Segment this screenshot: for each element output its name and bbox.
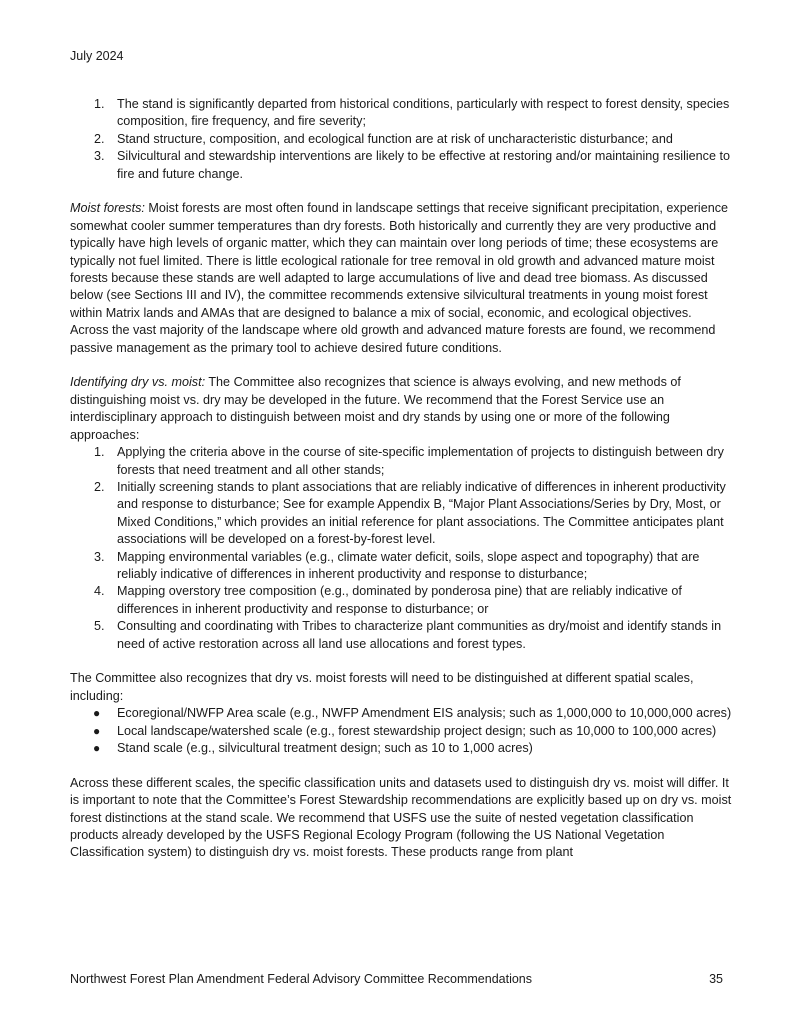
approaches-list — [70, 444, 732, 653]
list-item-text: Silvicultural and stewardship interventions are likely to be effective at restoring and/or maintaining resilience to fire and future change. — [117, 149, 730, 181]
identifying-label: Identifying dry vs. moist: — [70, 375, 206, 390]
list-item — [70, 131, 732, 148]
list-item-text: Ecoregional/NWFP Area scale (e.g., NWFP Amendment EIS analysis; such as 1,000,000 to 10,000,000 acres) — [117, 706, 732, 721]
list-number: 3. — [94, 549, 105, 564]
list-number: 2. — [94, 479, 105, 494]
identifying-paragraph — [70, 374, 732, 444]
bullet-icon: ● — [93, 740, 101, 755]
list-item — [70, 148, 732, 183]
list-number: 4. — [94, 584, 105, 599]
list-number: 1. — [94, 445, 105, 460]
identifying-text: The Committee also recognizes that science is always evolving, and new methods of distinguishing moist vs. dry may be developed in the future. We recommend that the Forest Service use an interdisciplinary approach to distinguish between moist and dry stands by using one or more of the following approaches: — [70, 375, 681, 442]
list-item — [70, 96, 732, 131]
criteria-list — [70, 96, 732, 183]
list-item-text: The stand is significantly departed from historical conditions, particularly with respect to forest density, species composition, fire frequency, and fire severity; — [117, 97, 730, 129]
list-item — [70, 583, 732, 618]
list-item — [70, 705, 732, 722]
list-item-text: Applying the criteria above in the course of site-specific implementation of projects to distinguish between dry forests that need treatment and all other stands; — [117, 445, 724, 477]
scales-intro-paragraph: The Committee also recognizes that dry vs. moist forests will need to be distinguished at different spatial scales, including: — [70, 671, 694, 703]
list-number: 1. — [94, 97, 105, 111]
across-scales-paragraph: Across these different scales, the specific classification units and datasets used to distinguish dry vs. moist will differ. It is important to note that the Committee’s Forest Stewardship recommendations are explicitly based up on dry vs. moist forest distinctions at the stand scale. We recommend that USFS use the suite of nested vegetation classification products already developed by the USFS Regional Ecology Program (following the US National Vegetation Classification system) to distinguish dry vs. moist forests. These products range from plant — [70, 775, 732, 860]
list-item — [70, 618, 732, 653]
list-number: 3. — [94, 149, 105, 164]
list-item — [70, 740, 732, 757]
list-item-text: Initially screening stands to plant associations that are reliably indicative of differences in inherent productivity and response to disturbance; See for example Appendix B, “Major Plant Associations/Series by Dry, Most, or Mixed Conditions,” which provides an initial reference for plant associations. The Committee anticipates plant associations will be developed on a forest-by-forest level. — [117, 479, 726, 547]
scales-list — [70, 705, 732, 757]
header-date: July 2024 — [70, 49, 124, 63]
page-footer — [70, 972, 723, 986]
bullet-icon: ● — [93, 723, 101, 738]
list-item-text: Consulting and coordinating with Tribes to characterize plant communities as dry/moist and identify stands in need of active restoration across all land use allocations and forest types. — [117, 619, 722, 651]
list-item — [70, 549, 732, 584]
list-number: 2. — [94, 131, 105, 146]
list-item — [70, 723, 732, 740]
list-number: 5. — [94, 619, 105, 634]
list-item — [70, 444, 732, 479]
footer-title: Northwest Forest Plan Amendment Federal Advisory Committee Recommendations — [70, 972, 532, 986]
bullet-icon: ● — [93, 706, 101, 721]
page-content — [70, 96, 732, 862]
moist-forests-text: Moist forests are most often found in landscape settings that receive significant precipitation, experience somewhat cooler summer temperatures than dry forests. Both historically and currently they are very productive and typically have high levels of organic matter, which they can maintain over long periods of time; these ecosystems are typically not fuel limited. There is little ecological rationale for tree removal in old growth and advanced mature moist forests because these stands are well adapted to large accumulations of live and dead tree biomass. As discussed below (see Sections III and IV), the committee recommends extensive silvicultural treatments in young moist forest within Matrix lands and AMAs that are designed to balance a mix of social, economic, and ecological objectives. Across the vast majority of the landscape where old growth and advanced mature forests are found, we recommend passive management as the primary tool to achieve desired future conditions. — [70, 201, 729, 355]
list-item-text: Mapping environmental variables (e.g., climate water deficit, soils, slope aspect and topography) that are reliably indicative of differences in inherent productivity and response to disturbance; — [117, 549, 700, 581]
moist-forests-paragraph — [70, 200, 732, 357]
list-item — [70, 479, 732, 549]
list-item-text: Mapping overstory tree composition (e.g., dominated by ponderosa pine) that are reliably indicative of differences in inherent productivity and response to disturbance; or — [117, 584, 682, 616]
list-item-text: Stand structure, composition, and ecological function are at risk of uncharacteristic disturbance; and — [117, 131, 673, 146]
list-item-text: Local landscape/watershed scale (e.g., forest stewardship project design; such as 10,000 to 100,000 acres) — [117, 723, 717, 738]
page-number: 35 — [709, 972, 723, 986]
list-item-text: Stand scale (e.g., silvicultural treatment design; such as 10 to 1,000 acres) — [117, 740, 533, 755]
moist-forests-label: Moist forests: — [70, 201, 145, 216]
